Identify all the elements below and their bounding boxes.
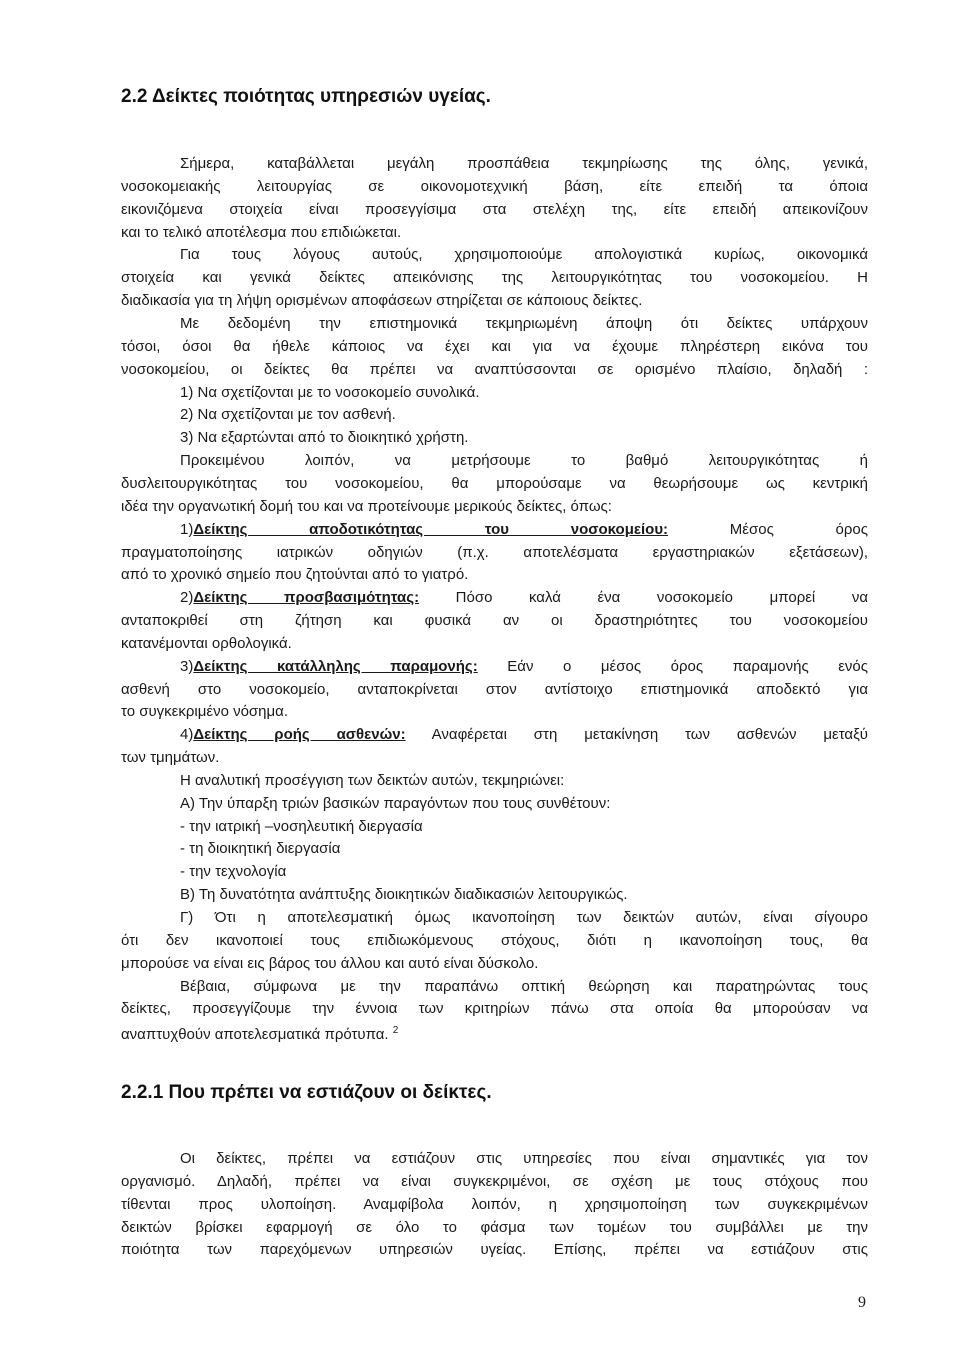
- paragraph-line: Σήμερα, καταβάλλεται μεγάλη προσπάθεια τεκμηρίωσης της όλης, γενικά,: [180, 155, 868, 172]
- paragraph-line: και το τελικό αποτέλεσμα που επιδιώκεται.: [121, 224, 402, 241]
- paragraph-line: Βέβαια, σύμφωνα με την παραπάνω οπτική θεώρηση και παρατηρώντας τους: [180, 978, 868, 995]
- paragraph-line: Γ) Ότι η αποτελεσματική όμως ικανοποίηση των δεικτών αυτών, είναι σίγουρο: [180, 909, 868, 926]
- paragraph-text: αναπτυχθούν αποτελεσματικά πρότυπα.: [121, 1026, 389, 1043]
- indicator-title: Δείκτης προσβασιμότητας:: [193, 589, 420, 606]
- list-item: - τη διοικητική διεργασία: [180, 840, 341, 857]
- paragraph-line: ότι δεν ικανοποιεί τους επιδιωκόμενους στόχους, διότι η ικανοποίηση τους, θα: [121, 932, 868, 949]
- list-item: 1) Να σχετίζονται με το νοσοκομείο συνολικά.: [180, 384, 480, 401]
- paragraph-line: ασθενή στο νοσοκομείο, ανταποκρίνεται στον αντίστοιχο επιστημονικά αποδεκτό για: [121, 681, 868, 698]
- section-heading-2-2: 2.2 Δείκτες ποιότητας υπηρεσιών υγείας.: [121, 86, 491, 107]
- indicator-1: [180, 520, 868, 540]
- paragraph-line-last: [121, 1018, 868, 1044]
- paragraph-line: οργανισμό. Δηλαδή, πρέπει να είναι συγκεκριμένοι, σε σχέση με τους στόχους που: [121, 1173, 868, 1190]
- paragraph-line: ανταποκριθεί στη ζήτηση και φυσικά αν οι δραστηριότητες του νοσοκομείου: [121, 612, 868, 629]
- paragraph-line: τίθενται προς υλοποίηση. Αναμφίβολα λοιπόν, η χρησιμοποίηση των συγκεκριμένων: [121, 1196, 868, 1213]
- paragraph-line: στοιχεία και γενικά δείκτες απεικόνισης της λειτουργικότητας του νοσοκομείου. Η: [121, 269, 868, 286]
- paragraph-line: μπορούσε να είναι εις βάρος του άλλου και αυτό είναι δύσκολο.: [121, 955, 539, 972]
- paragraph-line: ποιότητα των παρεχόμενων υπηρεσιών υγείας. Επίσης, πρέπει να εστιάζουν στις: [121, 1241, 868, 1258]
- paragraph-line: το συγκεκριμένο νόσημα.: [121, 703, 288, 720]
- paragraph-line: ιδέα την οργανωτική δομή του και να προτείνουμε μερικούς δείκτες, όπως:: [121, 498, 612, 515]
- paragraph-line: δείκτες, προσεγγίζουμε την έννοια των κριτηρίων πάνω στα οποία θα μπορούσαν να: [121, 1000, 868, 1017]
- indicator-text: Πόσο καλά ένα νοσοκομείο μπορεί να: [419, 589, 868, 606]
- paragraph-line: δυσλειτουργικότητας του νοσοκομείου, θα μπορούσαμε να θεωρήσουμε ως κεντρική: [121, 475, 868, 492]
- list-item: - την τεχνολογία: [180, 863, 287, 880]
- paragraph-line: κατανέμονται ορθολογικά.: [121, 635, 292, 652]
- paragraph-line: νοσοκομείου, οι δείκτες θα πρέπει να αναπτύσσονται σε ορισμένο πλαίσιο, δηλαδή :: [121, 361, 868, 378]
- paragraph-line: τόσοι, όσοι θα ήθελε κάποιος να έχει και για να έχουμε πληρέστερη εικόνα του: [121, 338, 868, 355]
- indicator-2: [180, 588, 868, 608]
- paragraph-line: Η αναλυτική προσέγγιση των δεικτών αυτών, τεκμηριώνει:: [180, 772, 565, 789]
- paragraph-line: εικονιζόμενα στοιχεία είναι προσεγγίσιμα στα στελέχη της, είτε επειδή απεικονίζουν: [121, 201, 868, 218]
- paragraph-line: Οι δείκτες, πρέπει να εστιάζουν στις υπηρεσίες που είναι σημαντικές για τον: [180, 1150, 868, 1167]
- list-item: 2) Να σχετίζονται με τον ασθενή.: [180, 406, 396, 423]
- paragraph-line: των τμημάτων.: [121, 749, 220, 766]
- indicator-title: Δείκτης κατάλληλης παραμονής:: [193, 658, 478, 675]
- indicator-number: 4): [180, 726, 194, 743]
- paragraph-line: διαδικασία για τη λήψη ορισμένων αποφάσεων στηρίζεται σε κάποιους δείκτες.: [121, 292, 643, 309]
- paragraph-line: Με δεδομένη την επιστημονικά τεκμηριωμένη άποψη ότι δείκτες υπάρχουν: [180, 315, 868, 332]
- paragraph-line: Προκειμένου λοιπόν, να μετρήσουμε το βαθμό λειτουργικότητας ή: [180, 452, 868, 469]
- indicator-text: Αναφέρεται στη μετακίνηση των ασθενών μεταξύ: [405, 726, 868, 743]
- indicator-number: 2): [180, 589, 194, 606]
- indicator-4: [180, 725, 868, 745]
- footnote-reference: 2: [392, 1025, 399, 1036]
- indicator-3: [180, 657, 868, 677]
- list-item: Α) Την ύπαρξη τριών βασικών παραγόντων που τους συνθέτουν:: [180, 795, 611, 812]
- paragraph-line: νοσοκομειακής λειτουργίας σε οικονομοτεχνική βάση, είτε επειδή τα όποια: [121, 178, 868, 195]
- indicator-text: Εάν ο μέσος όρος παραμονής ενός: [477, 658, 868, 675]
- paragraph-line: από το χρονικό σημείο που ζητούνται από το γιατρό.: [121, 566, 469, 583]
- indicator-number: 3): [180, 658, 194, 675]
- page-number: 9: [858, 1294, 866, 1311]
- paragraph-line: Για τους λόγους αυτούς, χρησιμοποιούμε απολογιστικά κυρίως, οικονομικά: [180, 246, 868, 263]
- list-item: Β) Τη δυνατότητα ανάπτυξης διοικητικών διαδικασιών λειτουργικώς.: [180, 886, 628, 903]
- section-heading-2-2-1: 2.2.1 Που πρέπει να εστιάζουν οι δείκτες.: [121, 1082, 492, 1103]
- list-item: - την ιατρική –νοσηλευτική διεργασία: [180, 818, 423, 835]
- list-item: 3) Να εξαρτώνται από το διοικητικό χρήστη.: [180, 429, 469, 446]
- indicator-title: Δείκτης αποδοτικότητας του νοσοκομείου:: [193, 521, 669, 538]
- indicator-title: Δείκτης ροής ασθενών:: [193, 726, 406, 743]
- paragraph-line: δεικτών βρίσκει εφαρμογή σε όλο το φάσμα των τομέων του συμβάλλει με την: [121, 1219, 868, 1236]
- indicator-text: Μέσος όρος: [668, 521, 868, 538]
- indicator-number: 1): [180, 521, 194, 538]
- paragraph-line: πραγματοποίησης ιατρικών οδηγιών (π.χ. αποτελέσματα εργαστηριακών εξετάσεων),: [121, 544, 868, 561]
